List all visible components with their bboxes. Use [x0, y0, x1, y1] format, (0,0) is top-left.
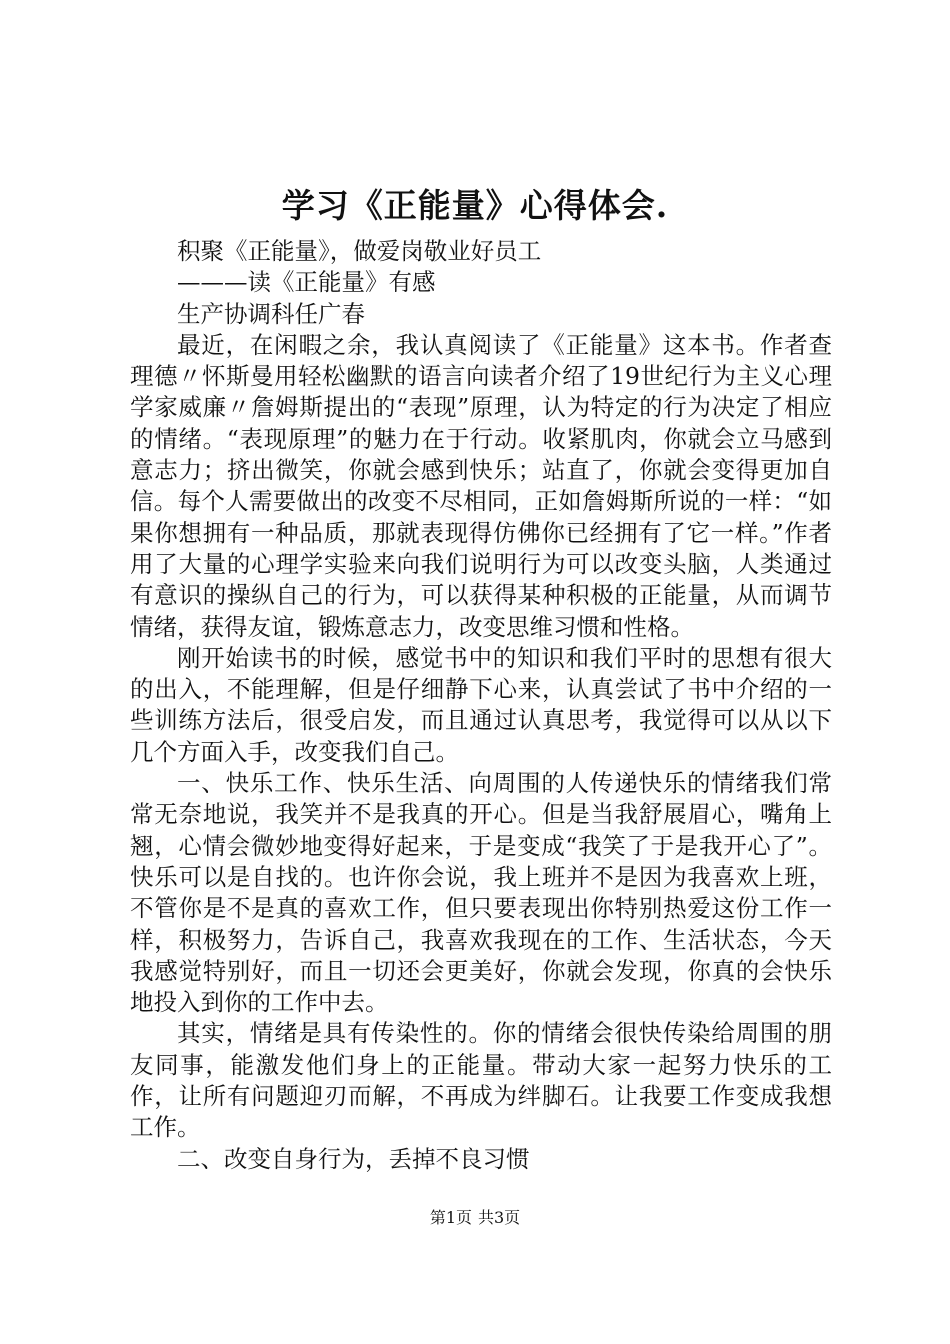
section-heading: 二、改变自身行为，丢掉不良习惯	[177, 1144, 530, 1173]
document-title: 学习《正能量》心得体会.	[281, 186, 669, 225]
page-number: 第1页	[429, 1208, 472, 1227]
body-paragraph: 其实，情绪是具有传染性的。你的情绪会很快传染给周围的朋友同事，能激发他们身上的正能量。带动大家一起努力快乐的工作，让所有问题迎刃而解，不再成为绊脚石。让我要工作变成我想工作。	[130, 1019, 832, 1142]
body-paragraph: 最近，在闲暇之余，我认真阅读了《正能量》这本书。作者查理德〃怀斯曼用轻松幽默的语言向读者介绍了19世纪行为主义心理学家威廉〃詹姆斯提出的“表现”原理，认为特定的行为决定了相应的情绪。“表现原理”的魅力在于行动。收紧肌肉，你就会立马感到意志力；挤出微笑，你就会感到快乐；站直了，你就会变得更加自信。每个人需要做出的改变不尽相同，正如詹姆斯所说的一样：“如果你想拥有一种品质，那就表现得仿佛你已经拥有了它一样。”作者用了大量的心理学实验来向我们说明行为可以改变头脑，人类通过有意识的操纵自己的行为，可以获得某种积极的正能量，从而调节情绪，获得友谊，锻炼意志力，改变思维习惯和性格。	[130, 330, 832, 641]
subtitle-line: 积聚《正能量》，做爱岗敬业好员工	[177, 237, 542, 265]
body-paragraph: 一、快乐工作、快乐生活、向周围的人传递快乐的情绪我们常常无奈地说，我笑并不是我真的开心。但是当我舒展眉心，嘴角上翘，心情会微妙地变得好起来，于是变成“我笑了于是我开心了”。快乐可以是自找的。也许你会说，我上班并不是因为我喜欢上班，不管你是不是真的喜欢工作，但只要表现出你特别热爱这份工作一样，积极努力，告诉自己，我喜欢我现在的工作、生活状态，今天我感觉特别好，而且一切还会更美好，你就会发现，你真的会快乐地投入到你的工作中去。	[130, 769, 832, 1017]
subtitle-dash-line: ———读《正能量》有感	[177, 268, 436, 297]
page-footer	[0, 1208, 950, 1228]
page-total: 共3页	[478, 1208, 521, 1227]
body-paragraph: 刚开始读书的时候，感觉书中的知识和我们平时的思想有很大的出入，不能理解，但是仔细静下心来，认真尝试了书中介绍的一些训练方法后，很受启发，而且通过认真思考，我觉得可以从以下几个方面入手，改变我们自己。	[130, 643, 832, 766]
author-line: 生产协调科任广春	[177, 299, 365, 328]
document-body	[130, 236, 832, 1175]
